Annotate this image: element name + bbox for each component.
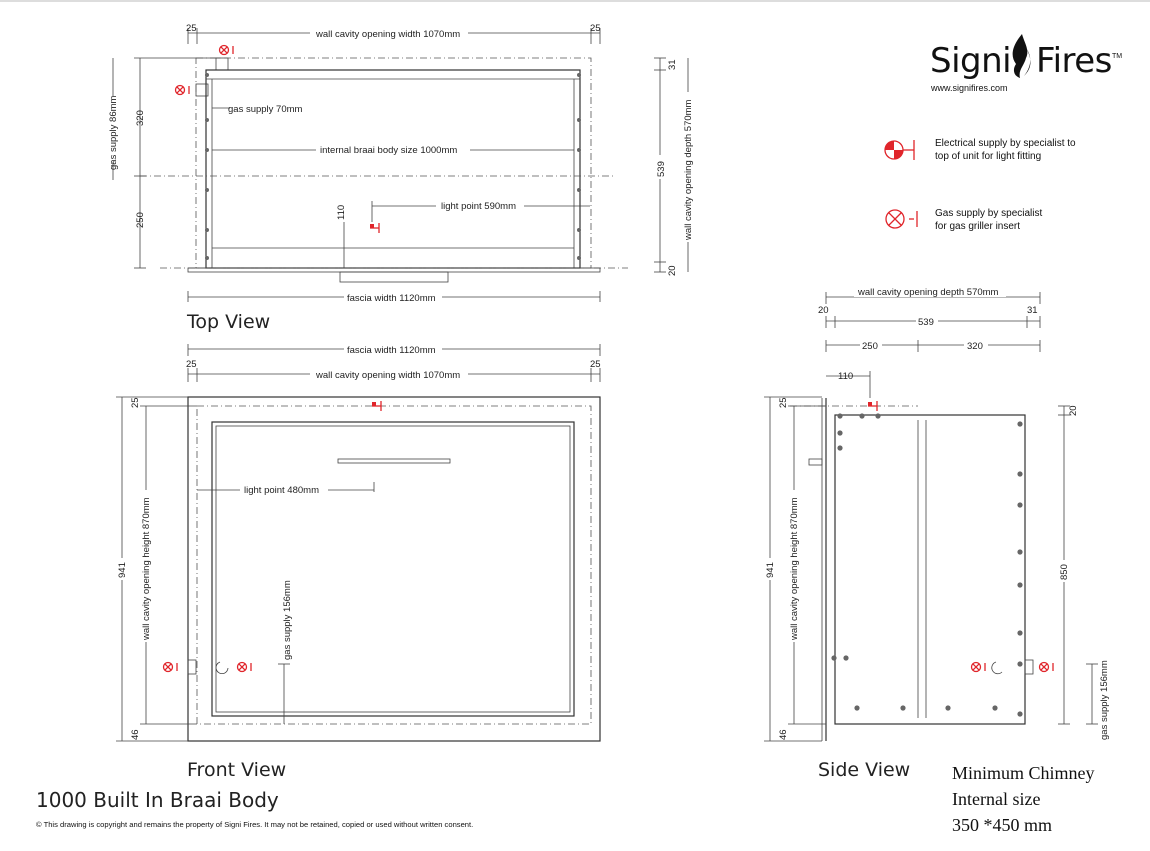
chimney-line2: Internal size [952, 789, 1041, 809]
side-dim-941: 941 [765, 562, 776, 578]
side-dim-31: 31 [1027, 305, 1038, 316]
top-dim-110: 110 [336, 204, 347, 220]
side-dim-20-right: 20 [1068, 405, 1079, 416]
side-electrical-icon [868, 401, 877, 411]
top-dim-31: 31 [667, 59, 678, 70]
side-dim-25: 25 [778, 397, 789, 408]
side-view-title: Side View [818, 759, 911, 781]
front-dim-941: 941 [117, 562, 128, 578]
electrical-supply-icon [885, 140, 914, 160]
top-light-point: light point 590mm [441, 201, 516, 212]
brand-logo [930, 34, 1122, 93]
top-dim-250: 250 [135, 212, 146, 228]
front-light-bar [338, 459, 450, 463]
side-gas-supply-156: gas supply 156mm [1099, 660, 1110, 740]
side-dim-20-left: 20 [818, 305, 829, 316]
top-handle [340, 272, 448, 282]
front-wall-cavity-height: wall cavity opening height 870mm [141, 497, 152, 640]
flame-icon [1013, 34, 1031, 78]
top-wall-cavity-depth: wall cavity opening depth 570mm [683, 99, 694, 240]
legend-electrical-line2: top of unit for light fitting [935, 151, 1042, 162]
front-wall-cavity-width: wall cavity opening width 1070mm [316, 370, 461, 381]
side-dim-539: 539 [918, 317, 934, 328]
chimney-line1: Minimum Chimney [952, 763, 1095, 783]
front-fascia-width: fascia width 1120mm [347, 345, 436, 356]
top-dim-20: 20 [667, 265, 678, 276]
top-gas-supply-icon-1 [220, 46, 234, 55]
legend-gas-line2: for gas griller insert [935, 221, 1021, 232]
top-wall-cavity-width: wall cavity opening width 1070mm [316, 29, 461, 40]
gas-supply-icon [886, 210, 917, 228]
front-gas-supply-156: gas supply 156mm [282, 580, 293, 660]
front-gas-valve [216, 662, 228, 674]
top-view [107, 23, 694, 333]
side-wall-cavity-depth: wall cavity opening depth 570mm [858, 287, 999, 298]
front-braai-opening [212, 422, 574, 716]
top-light-point-icon [370, 223, 379, 233]
side-gas-supply-icon-2 [1040, 663, 1054, 672]
front-fascia [188, 397, 600, 741]
side-dim-110: 110 [838, 371, 854, 382]
top-view-title: Top View [187, 311, 271, 333]
logo-tm: TM [1112, 53, 1123, 60]
product-title: 1000 Built In Braai Body [36, 788, 279, 812]
legend-gas-line1: Gas supply by specialist [935, 208, 1043, 219]
side-view [764, 285, 1110, 781]
top-braai-body [206, 70, 580, 268]
front-view-title: Front View [187, 759, 287, 781]
side-braai-body [835, 415, 1025, 724]
front-right-margin: 25 [590, 359, 601, 370]
side-gas-supply-icon-1 [972, 663, 986, 672]
side-wall-cavity-height: wall cavity opening height 870mm [789, 497, 800, 640]
front-view [116, 343, 601, 781]
top-fascia-width: fascia width 1120mm [347, 293, 436, 304]
side-bolts [831, 413, 1022, 716]
top-gas-supply-86: gas supply 86mm [108, 95, 119, 170]
legend [885, 138, 1076, 232]
legend-electrical-line1: Electrical supply by specialist to [935, 138, 1076, 149]
copyright-notice: © This drawing is copyright and remains the property of Signi Fires. It may not be retained, copied or used without written consent. [36, 820, 474, 829]
front-gas-supply-icon-1 [164, 663, 178, 672]
side-handle [809, 459, 822, 465]
front-light-point: light point 480mm [244, 485, 319, 496]
top-gas-supply-icon-2 [176, 86, 190, 95]
top-gas-stub-1 [216, 58, 228, 70]
front-left-margin: 25 [186, 359, 197, 370]
front-gas-supply-icon-2 [238, 663, 252, 672]
logo-text-fires: Fires [1036, 41, 1112, 81]
side-dim-46: 46 [778, 729, 789, 740]
front-dim-25: 25 [130, 397, 141, 408]
top-dim-320: 320 [135, 110, 146, 126]
top-left-margin: 25 [186, 23, 197, 34]
top-gas-supply-70: gas supply 70mm [228, 104, 303, 115]
top-dim-539: 539 [656, 161, 667, 177]
front-electrical-icon [372, 401, 381, 411]
logo-text-signi: Signi [930, 41, 1012, 81]
brand-website: www.signifires.com [931, 83, 1008, 93]
front-dim-46: 46 [130, 729, 141, 740]
front-wall-cavity-outline [197, 406, 591, 724]
side-dim-850: 850 [1059, 564, 1070, 580]
side-dim-250: 250 [862, 341, 878, 352]
top-wall-cavity-outline [196, 58, 591, 268]
top-internal-body: internal braai body size 1000mm [320, 145, 458, 156]
side-dim-320: 320 [967, 341, 983, 352]
chimney-line3: 350 *450 mm [952, 815, 1053, 835]
top-right-margin: 25 [590, 23, 601, 34]
